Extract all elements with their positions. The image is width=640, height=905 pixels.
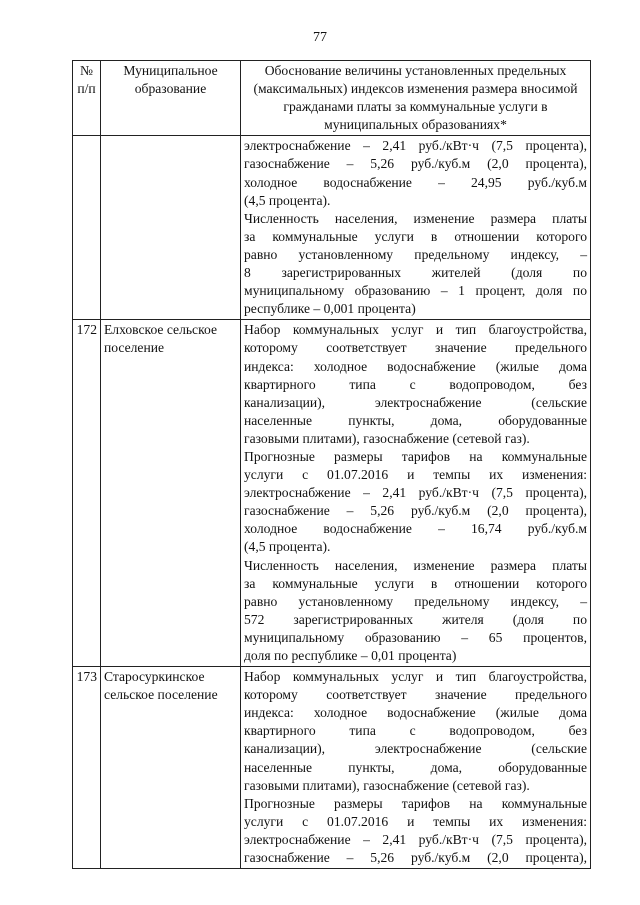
row-justification-cell — [241, 667, 591, 869]
text-line: которому соответствует значение предельного — [244, 687, 587, 703]
paragraph — [244, 137, 587, 209]
text-line: Набор коммунальных услуг и тип благоустройства, — [244, 322, 587, 338]
row-justification-cell — [241, 320, 591, 667]
text-line: холодное водоснабжение – 24,95 руб./куб.м — [244, 174, 587, 190]
page-number: 77 — [313, 30, 327, 45]
row-number: 173 — [73, 667, 101, 869]
text-line: услуги с 01.07.2016 и темпы их изменения: — [244, 813, 587, 829]
text-line: газоснабжение – 5,26 руб./куб.м (2,0 процента), — [244, 850, 587, 866]
table-header-row — [73, 61, 591, 136]
paragraph — [244, 210, 587, 319]
row-number-cell — [73, 136, 101, 320]
text-line: муниципальному образованию – 65 процентов, — [244, 629, 587, 645]
text-line: газоснабжение – 5,26 руб./куб.м (2,0 процента), — [244, 156, 587, 172]
text-line: сельское поселение — [104, 687, 218, 703]
text-line: квартирного типа с водопроводом, без — [244, 376, 587, 392]
text-line: доля по республике – 0,01 процента) — [244, 648, 457, 663]
text-line: муниципальному образованию – 1 процент, доля по — [244, 283, 587, 299]
text-line: канализации), электроснабжение (сельские — [244, 741, 587, 757]
municipality-name — [101, 667, 241, 869]
row-justification-cell — [241, 136, 591, 320]
text-line: электроснабжение – 2,41 руб./кВт·ч (7,5 процента), — [244, 831, 587, 847]
text-line: газоснабжение – 5,26 руб./куб.м (2,0 процента), — [244, 503, 587, 519]
paragraph — [244, 321, 587, 448]
text-line: за коммунальные услуги в отношении которого — [244, 228, 587, 244]
text-line: холодное водоснабжение – 16,74 руб./куб.м — [244, 521, 587, 537]
header-municipality: Муниципальное образование — [101, 61, 241, 136]
header-number: № п/п — [73, 61, 101, 136]
text-line: квартирного типа с водопроводом, без — [244, 723, 587, 739]
text-line: Елховское сельское — [104, 322, 218, 338]
text-line: Численность населения, изменение размера платы — [244, 557, 587, 573]
paragraph — [244, 448, 587, 557]
text-line: (4,5 процента). — [244, 539, 331, 555]
text-line: поселение — [104, 340, 165, 356]
tariff-table — [72, 60, 591, 869]
table-row — [73, 667, 591, 869]
text-line: электроснабжение – 2,41 руб./кВт·ч (7,5 процента), — [244, 138, 587, 154]
text-line: за коммунальные услуги в отношении которого — [244, 575, 587, 591]
header-justification: Обоснование величины установленных предельных (максимальных) индексов изменения размера вносимой гражданами платы за коммунальные услуги в муниципальных образованиях* — [241, 61, 591, 136]
paragraph — [244, 557, 587, 666]
text-line: (4,5 процента). — [244, 192, 331, 208]
paragraph — [244, 795, 587, 867]
text-line: канализации), электроснабжение (сельские — [244, 394, 587, 410]
text-line: равно установленному предельному индексу, – — [244, 246, 587, 262]
text-line: индекса: холодное водоснабжение (жилые дома — [244, 358, 587, 374]
row-municipality-cell — [101, 136, 241, 320]
text-line: 572 зарегистрированных жителя (доля по — [244, 611, 587, 627]
text-line: Набор коммунальных услуг и тип благоустройства, — [244, 669, 587, 685]
text-line: Старосуркинское — [104, 669, 205, 685]
text-line: Численность населения, изменение размера платы — [244, 210, 587, 226]
text-line: газовыми плитами), газоснабжение (сетевой газ). — [244, 430, 530, 446]
text-line: Прогнозные размеры тарифов на коммунальные — [244, 795, 587, 811]
text-line: услуги с 01.07.2016 и темпы их изменения: — [244, 467, 587, 483]
row-number: 172 — [73, 320, 101, 667]
text-line: населенные пункты, дома, оборудованные — [244, 759, 587, 775]
text-line: населенные пункты, дома, оборудованные — [244, 412, 587, 428]
text-line: газовыми плитами), газоснабжение (сетевой газ). — [244, 777, 530, 793]
table-row — [73, 320, 591, 667]
paragraph — [244, 668, 587, 795]
municipality-name — [101, 320, 241, 667]
text-line: республике – 0,001 процента) — [244, 301, 416, 317]
text-line: 8 зарегистрированных жителей (доля по — [244, 265, 587, 281]
text-line: Прогнозные размеры тарифов на коммунальные — [244, 448, 587, 464]
text-line: электроснабжение – 2,41 руб./кВт·ч (7,5 процента), — [244, 485, 587, 501]
text-line: индекса: холодное водоснабжение (жилые дома — [244, 705, 587, 721]
table-row — [73, 136, 591, 320]
text-line: которому соответствует значение предельного — [244, 340, 587, 356]
text-line: равно установленному предельному индексу, – — [244, 593, 587, 609]
